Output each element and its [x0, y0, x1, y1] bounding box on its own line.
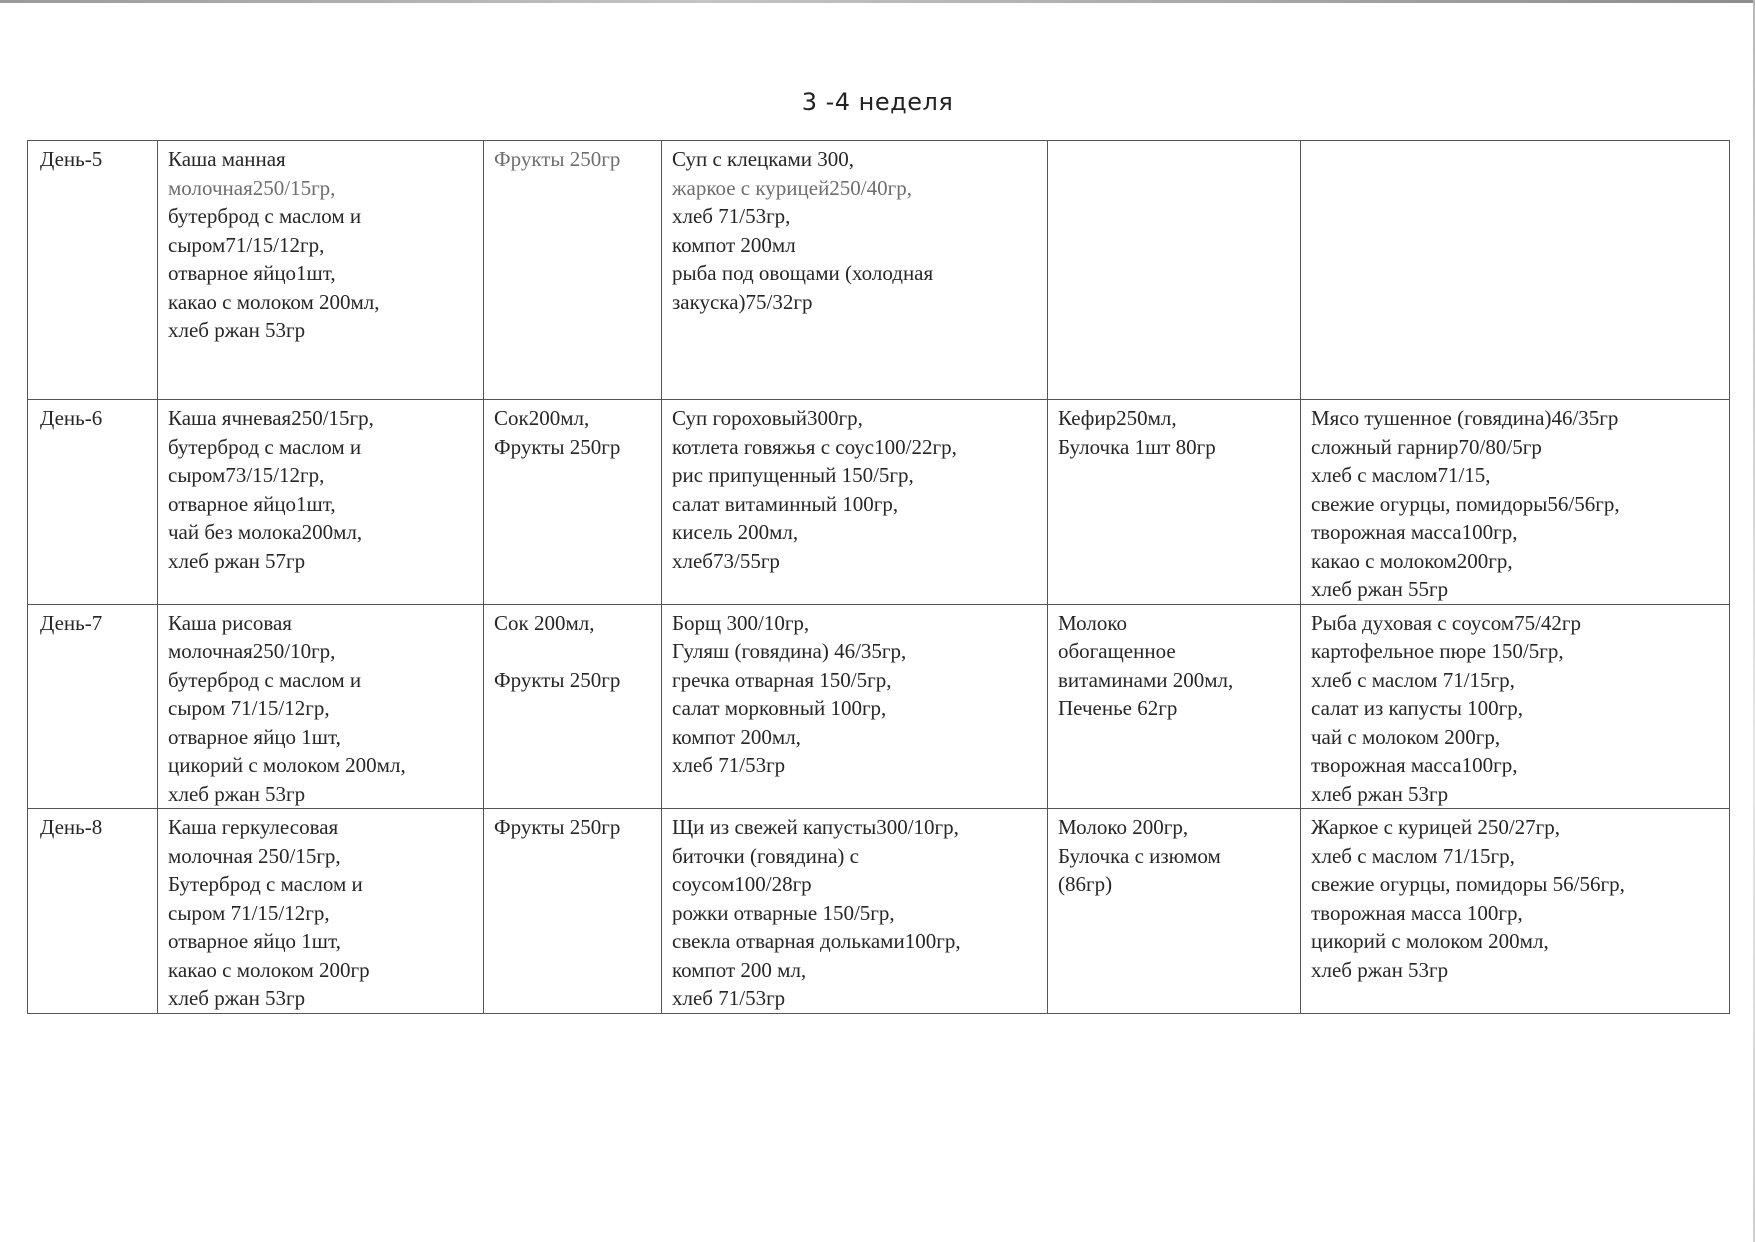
menu-line: цикорий с молоком 200мл, — [1311, 929, 1549, 953]
menu-line: Фрукты 250гр — [494, 815, 621, 839]
menu-line: Суп гороховый300гр, — [672, 406, 863, 430]
menu-line: хлеб ржан 53гр — [168, 986, 306, 1010]
breakfast-cell — [158, 604, 484, 809]
day-cell — [28, 604, 158, 809]
menu-line: Печенье 62гр — [1058, 696, 1178, 720]
menu-line: рис припущенный 150/5гр, — [672, 463, 914, 487]
day-label: День-5 — [40, 147, 103, 171]
menu-line: хлеб ржан 55гр — [1311, 577, 1449, 601]
menu-line: Борщ 300/10гр, — [672, 610, 810, 635]
menu-line: свежие огурцы, помидоры 56/56гр, — [1311, 872, 1625, 896]
lunch-cell — [662, 141, 1048, 400]
breakfast-cell — [158, 141, 484, 400]
menu-line: хлеб ржан 53гр — [168, 781, 306, 806]
menu-line: хлеб ржан 53гр — [1311, 781, 1449, 806]
menu-line: хлеб 71/53гр — [672, 753, 786, 777]
table-row-day-6 — [28, 400, 1730, 605]
menu-line: творожная масса 100гр, — [1311, 900, 1523, 925]
day-cell — [28, 400, 158, 605]
scan-edge-top — [0, 0, 1755, 3]
menu-line: Сок200мл, — [494, 406, 590, 430]
menu-line: Молоко — [1058, 610, 1127, 635]
menu-line: какао с молоком 200гр — [168, 957, 370, 982]
menu-line: чай с молоком 200гр, — [1311, 724, 1501, 749]
menu-line: Каша манная — [168, 147, 286, 171]
menu-line: какао с молоком200гр, — [1311, 548, 1513, 573]
menu-line: компот 200мл — [672, 232, 796, 257]
menu-line: молочная250/10гр, — [168, 639, 336, 663]
menu-line: Каша рисовая — [168, 610, 292, 635]
menu-line: сыром 71/15/12гр, — [168, 900, 330, 925]
menu-line: Каша геркулесовая — [168, 815, 339, 839]
menu-line: Суп с клецками 300, — [672, 147, 855, 171]
menu-line: гречка отварная 150/5гр, — [672, 667, 892, 692]
menu-line: молочная 250/15гр, — [168, 843, 341, 868]
menu-line: отварное яйцо1шт, — [168, 491, 336, 516]
menu-line: Кефир250мл, — [1058, 406, 1177, 430]
menu-line: бутерброд с маслом и — [168, 434, 362, 459]
menu-line: хлеб ржан 53гр — [1311, 957, 1449, 982]
lunch-cell — [662, 604, 1048, 809]
menu-line: Фрукты 250гр — [494, 667, 621, 692]
menu-line: Щи из свежей капусты300/10гр, — [672, 815, 959, 839]
snack-cell — [484, 141, 662, 400]
menu-line: соусом100/28гр — [672, 872, 812, 896]
day-label: День-8 — [40, 815, 103, 839]
menu-line: Мясо тушенное (говядина)46/35гр — [1311, 406, 1619, 430]
menu-table — [27, 140, 1730, 1014]
menu-line: обогащенное — [1058, 639, 1176, 663]
menu-line: отварное яйцо 1шт, — [168, 929, 341, 953]
menu-line: чай без молока200мл, — [168, 520, 363, 544]
menu-line: компот 200мл, — [672, 724, 801, 749]
afternoon-snack-cell — [1048, 604, 1301, 809]
menu-line: кисель 200мл, — [672, 520, 799, 544]
menu-line: свежие огурцы, помидоры56/56гр, — [1311, 491, 1620, 516]
menu-line: рожки отварные 150/5гр, — [672, 900, 895, 925]
menu-line: сыром71/15/12гр, — [168, 232, 325, 257]
menu-line: хлеб ржан 57гр — [168, 548, 306, 573]
day-label: День-7 — [40, 610, 103, 635]
table-row-day-8 — [28, 809, 1730, 1014]
menu-line: биточки (говядина) с — [672, 843, 859, 868]
menu-line: хлеб73/55гр — [672, 548, 780, 573]
day-cell — [28, 809, 158, 1014]
menu-line: хлеб с маслом 71/15гр, — [1311, 843, 1515, 868]
day-cell — [28, 141, 158, 400]
menu-line: картофельное пюре 150/5гр, — [1311, 639, 1564, 663]
menu-line: хлеб 71/53гр — [672, 986, 786, 1010]
dinner-cell — [1301, 604, 1730, 809]
menu-line: сыром 71/15/12гр, — [168, 696, 330, 720]
menu-line: бутерброд с маслом и — [168, 204, 362, 228]
breakfast-cell — [158, 400, 484, 605]
menu-line: закуска)75/32гр — [672, 289, 813, 314]
menu-line: Булочка с изюмом — [1058, 843, 1221, 868]
menu-line: Булочка 1шт 80гр — [1058, 434, 1216, 459]
snack-cell — [484, 604, 662, 809]
menu-line: отварное яйцо1шт, — [168, 261, 336, 285]
menu-line: Каша ячневая250/15гр, — [168, 406, 374, 430]
menu-line: Рыба духовая с соусом75/42гр — [1311, 610, 1582, 635]
menu-line-spacer — [494, 637, 651, 666]
menu-line: молочная250/15гр, — [168, 175, 336, 200]
menu-line: компот 200 мл, — [672, 957, 807, 982]
menu-line: Гуляш (говядина) 46/35гр, — [672, 639, 907, 663]
menu-line: котлета говяжья с соус100/22гр, — [672, 434, 957, 459]
menu-line: сложный гарнир70/80/5гр — [1311, 434, 1542, 459]
menu-line: рыба под овощами (холодная — [672, 261, 934, 285]
menu-line: Сок 200мл, — [494, 610, 595, 635]
menu-line: Жаркое с курицей 250/27гр, — [1311, 815, 1561, 839]
menu-line: творожная масса100гр, — [1311, 753, 1518, 777]
breakfast-cell — [158, 809, 484, 1014]
menu-line: Молоко 200гр, — [1058, 815, 1189, 839]
snack-cell — [484, 400, 662, 605]
page-title: 3 -4 неделя — [801, 88, 954, 116]
afternoon-snack-cell — [1048, 400, 1301, 605]
dinner-cell — [1301, 141, 1730, 400]
menu-line: салат из капусты 100гр, — [1311, 696, 1523, 720]
menu-line: салат витаминный 100гр, — [672, 491, 899, 516]
menu-line: Фрукты 250гр — [494, 147, 621, 171]
menu-line: какао с молоком 200мл, — [168, 289, 380, 314]
menu-line: хлеб с маслом71/15, — [1311, 463, 1491, 487]
menu-line: хлеб 71/53гр, — [672, 204, 791, 228]
menu-line: Фрукты 250гр — [494, 434, 621, 459]
table-row-day-5 — [28, 141, 1730, 400]
menu-line: хлеб с маслом 71/15гр, — [1311, 667, 1515, 692]
menu-line: свекла отварная дольками100гр, — [672, 929, 961, 953]
afternoon-snack-cell — [1048, 809, 1301, 1014]
dinner-cell — [1301, 809, 1730, 1014]
menu-line: цикорий с молоком 200мл, — [168, 753, 406, 777]
afternoon-snack-cell — [1048, 141, 1301, 400]
menu-line: (86гр) — [1058, 872, 1113, 896]
menu-line: хлеб ржан 53гр — [168, 318, 306, 342]
menu-line: витаминами 200мл, — [1058, 667, 1234, 692]
menu-line: отварное яйцо 1шт, — [168, 724, 341, 749]
dinner-cell — [1301, 400, 1730, 605]
menu-line: Бутерброд с маслом и — [168, 872, 363, 896]
menu-line: салат морковный 100гр, — [672, 696, 887, 720]
menu-line: бутерброд с маслом и — [168, 667, 362, 692]
table-row-day-7 — [28, 604, 1730, 809]
snack-cell — [484, 809, 662, 1014]
day-label: День-6 — [40, 406, 103, 430]
menu-line: жаркое с курицей250/40гр, — [672, 175, 913, 200]
menu-line: сыром73/15/12гр, — [168, 463, 325, 487]
lunch-cell — [662, 809, 1048, 1014]
lunch-cell — [662, 400, 1048, 605]
menu-line: творожная масса100гр, — [1311, 520, 1518, 544]
